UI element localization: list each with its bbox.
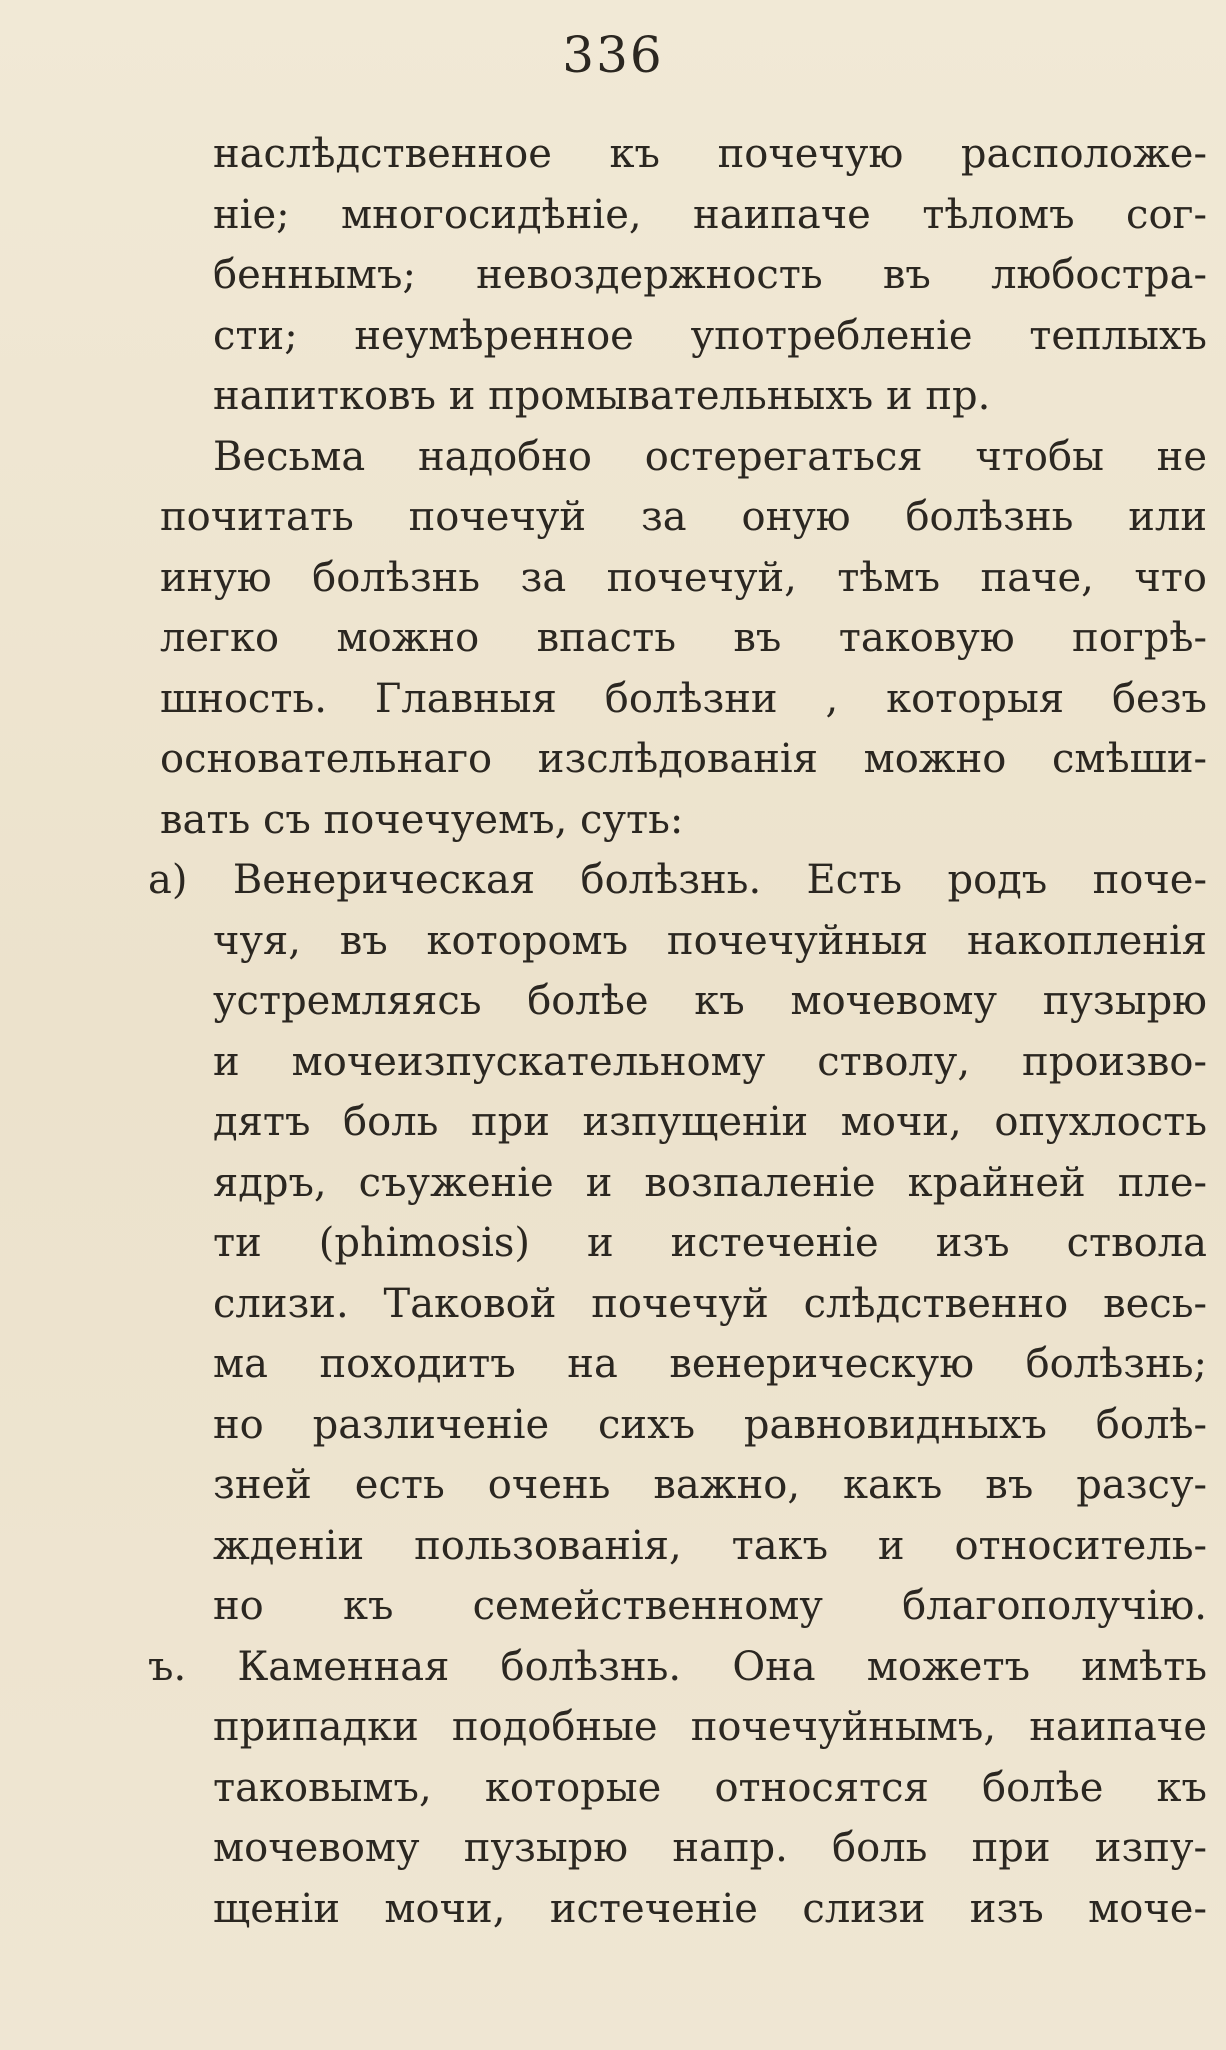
text-line-content: Весьма надобно остерегаться чтобы не	[213, 433, 1207, 480]
text-line-content: почитать почечуй за оную болѣзнь или	[160, 494, 1207, 540]
text-line	[0, 1032, 1226, 1093]
text-line	[0, 1213, 1226, 1274]
text-line	[0, 366, 1226, 427]
text-line-content: основательнаго изслѣдованія можно смѣши-	[160, 736, 1207, 782]
text-line	[0, 911, 1226, 972]
page-number: 336	[562, 26, 664, 84]
text-line-content: дятъ боль при изпущеніи мочи, опухлость	[213, 1099, 1207, 1145]
body-text	[0, 124, 1226, 1939]
text-line	[0, 487, 1226, 548]
text-line	[0, 850, 1226, 911]
text-line-content: вать съ почечуемъ, суть:	[160, 796, 684, 843]
text-line-content: но различеніе сихъ равновидныхъ болѣ-	[213, 1401, 1207, 1448]
text-line	[0, 306, 1226, 367]
text-line-content: ніе; многосидѣніе, наипаче тѣломъ сог-	[213, 191, 1207, 238]
text-line	[0, 608, 1226, 669]
text-line	[0, 124, 1226, 185]
text-line	[0, 1092, 1226, 1153]
text-line-content: иную болѣзнь за почечуй, тѣмъ паче, что	[160, 554, 1207, 601]
text-line-content: устремляясь болѣе къ мочевому пузырю	[213, 978, 1207, 1024]
text-line	[0, 1274, 1226, 1335]
text-line	[0, 1516, 1226, 1577]
text-line	[0, 971, 1226, 1032]
text-line-content: шность. Главныя болѣзни , которыя безъ	[160, 675, 1207, 722]
text-line	[0, 427, 1226, 488]
text-line-content: но къ семейственному благополучію.	[213, 1583, 1207, 1629]
text-line-content: таковымъ, которые относятся болѣе къ	[213, 1764, 1207, 1811]
text-line	[0, 1879, 1226, 1940]
text-line-content: жденіи пользованія, такъ и относитель-	[213, 1522, 1207, 1569]
text-line-content: припадки подобные почечуйнымъ, наипаче	[213, 1704, 1207, 1750]
text-line-content: ти (phimosis) и истеченіе изъ ствола	[213, 1220, 1207, 1266]
text-line-content: мочевому пузырю напр. боль при изпу-	[213, 1825, 1207, 1871]
text-line-content: а) Венерическая болѣзнь. Есть родъ поче-	[148, 857, 1207, 903]
text-line-content: напитковъ и промывательныхъ и пр.	[213, 373, 991, 419]
text-line	[0, 1697, 1226, 1758]
text-line	[0, 1758, 1226, 1819]
text-line	[0, 1576, 1226, 1637]
text-line	[0, 790, 1226, 851]
text-line	[0, 1637, 1226, 1698]
text-line	[0, 729, 1226, 790]
text-line-content: и мочеизпускательному стволу, произво-	[213, 1038, 1207, 1085]
text-line	[0, 548, 1226, 609]
text-line	[0, 245, 1226, 306]
text-line-content: легко можно впасть въ таковую погрѣ-	[160, 615, 1207, 661]
text-line	[0, 1153, 1226, 1214]
text-line	[0, 1334, 1226, 1395]
text-line-content: зней есть очень важно, какъ въ разсу-	[213, 1462, 1207, 1508]
text-line-content: наслѣдственное къ почечую расположе-	[213, 131, 1207, 177]
text-line	[0, 185, 1226, 246]
text-line	[0, 1395, 1226, 1456]
text-line-content: беннымъ; невоздержность въ любостра-	[213, 252, 1207, 298]
text-line-content: сти; неумѣренное употребленіе теплыхъ	[213, 312, 1207, 359]
text-line-content: слизи. Таковой почечуй слѣдственно весь-	[213, 1280, 1207, 1327]
text-line-content: ядръ, съуженіе и возпаленіе крайней пле-	[213, 1159, 1207, 1206]
text-line	[0, 1818, 1226, 1879]
text-line	[0, 669, 1226, 730]
text-line-content: ъ. Каменная болѣзнь. Она можетъ имѣть	[148, 1643, 1207, 1690]
text-line-content: щеніи мочи, истеченіе слизи изъ моче-	[213, 1885, 1207, 1932]
text-line-content: чуя, въ которомъ почечуйныя накопленія	[213, 917, 1207, 964]
text-line	[0, 1455, 1226, 1516]
text-line-content: ма походитъ на венерическую болѣзнь;	[213, 1341, 1207, 1387]
